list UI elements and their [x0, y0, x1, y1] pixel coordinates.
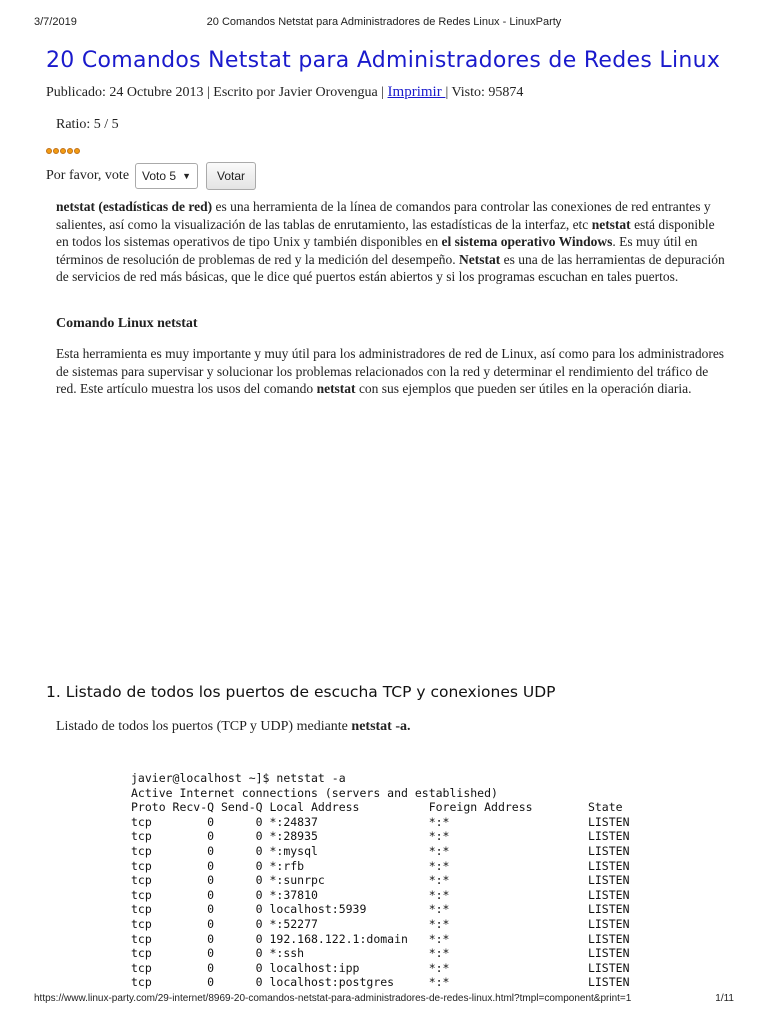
code-line: tcp 0 0 localhost:ipp *:* LISTEN	[131, 960, 630, 975]
code-block	[131, 771, 630, 990]
code-line: javier@localhost ~]$ netstat -a	[131, 771, 346, 785]
code-line: tcp 0 0 *:37810 *:* LISTEN	[131, 887, 630, 902]
rating-text: Ratio: 5 / 5	[56, 117, 119, 132]
vote-form	[46, 162, 256, 190]
rating-stars	[46, 148, 80, 154]
article-meta	[46, 84, 523, 101]
chevron-down-icon: ▼	[182, 171, 191, 181]
star-icon	[53, 148, 59, 154]
code-line: tcp 0 0 *:52277 *:* LISTEN	[131, 916, 630, 931]
code-line: Proto Recv-Q Send-Q Local Address Foreign Address State	[131, 800, 623, 815]
code-line: tcp 0 0 *:rfb *:* LISTEN	[131, 858, 630, 873]
print-page-title: 20 Comandos Netstat para Administradores de Redes Linux - LinuxParty	[206, 16, 562, 28]
vote-label: Por favor, vote	[46, 168, 130, 183]
print-date: 3/7/2019	[34, 16, 77, 28]
code-line: tcp 0 0 *:ssh *:* LISTEN	[131, 946, 630, 961]
code-line: tcp 0 0 *:sunrpc *:* LISTEN	[131, 873, 630, 888]
star-icon	[67, 148, 73, 154]
code-line: tcp 0 0 *:mysql *:* LISTEN	[131, 843, 630, 858]
meta-published: Publicado: 24 Octubre 2013 | Escrito por Javier Orovengua |	[46, 85, 388, 100]
star-icon	[74, 148, 80, 154]
vote-button[interactable]: Votar	[206, 162, 256, 190]
star-icon	[46, 148, 52, 154]
description-paragraph: Esta herramienta es muy importante y muy útil para los administradores de red de Linux, así como para los administradores de sistemas para supervisar y solucionar los problemas relacionados con la red y determinar el rendimiento del tráfico de red. Este artículo muestra los usos del comando netstat con sus ejemplos que pueden ser útiles en la operación diaria.	[56, 346, 725, 396]
intro-paragraph: netstat (estadísticas de red) es una herramienta de la línea de comandos para controlar las conexiones de red entrantes y salientes, así como la visualización de las tablas de enrutamiento, las estadísticas de la interfaz, etc netstat está disponible en todos los sistemas operativos de tipo Unix y también disponibles en el sistema operativo Windows. Es muy útil en términos de resolución de problemas de red y la medición del desempeño. Netstat es una de las herramientas de depuración de servicios de red más básicas, que le dice qué puertos están abiertos y si los programas escuchan en tales puertos.	[56, 199, 725, 284]
footer-url: https://www.linux-party.com/29-internet/8969-20-comandos-netstat-para-administradores-de-redes-linux.html?tmpl=component&print=1	[34, 993, 632, 1004]
vote-select-value: Voto 5	[142, 169, 177, 183]
vote-select[interactable]	[135, 163, 198, 189]
code-line: tcp 0 0 localhost:5939 *:* LISTEN	[131, 902, 630, 917]
code-line: tcp 0 0 192.168.122.1:domain *:* LISTEN	[131, 931, 630, 946]
star-icon	[60, 148, 66, 154]
page-number: 1/11	[715, 993, 734, 1004]
article-title: 20 Comandos Netstat para Administradores de Redes Linux	[46, 48, 721, 73]
code-line: tcp 0 0 *:28935 *:* LISTEN	[131, 829, 630, 844]
code-line: tcp 0 0 localhost:postgres *:* LISTEN	[131, 975, 630, 990]
meta-views: | Visto: 95874	[445, 85, 524, 100]
section1-heading: 1. Listado de todos los puertos de escucha TCP y conexiones UDP	[46, 683, 556, 701]
code-line: tcp 0 0 *:24837 *:* LISTEN	[131, 814, 630, 829]
code-line: Active Internet connections (servers and established)	[131, 785, 498, 800]
section-heading: Comando Linux netstat	[56, 316, 198, 331]
section1-text: Listado de todos los puertos (TCP y UDP) mediante netstat -a.	[56, 719, 411, 734]
print-link[interactable]: Imprimir	[387, 84, 446, 100]
